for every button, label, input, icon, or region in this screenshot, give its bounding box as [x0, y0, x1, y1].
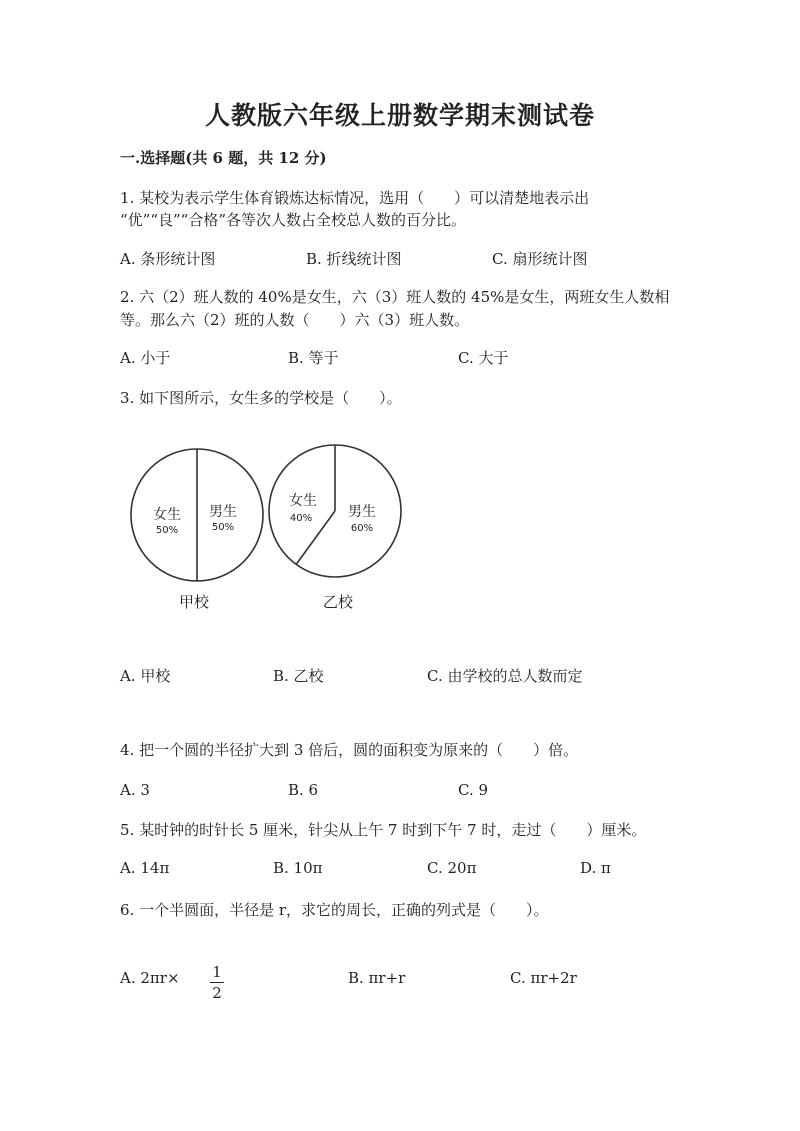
question-2-line-1: 2. 六（2）班人数的 40%是女生，六（3）班人数的 45%是女生，两班女生人数相: [120, 288, 670, 306]
question-6-option-b: B. πr+r: [348, 969, 406, 987]
pie-b-slice-value-boys: 60%: [350, 523, 374, 534]
fraction-denominator: 2: [212, 984, 222, 1002]
pie-b-slice-value-girls: 40%: [289, 513, 313, 524]
question-3-text: 3. 如下图所示，女生多的学校是（ ）。: [120, 389, 402, 407]
pie-a-slice-value-boys: 50%: [211, 522, 235, 533]
fraction-bar: [210, 982, 224, 983]
question-1-line-2: “优”“良”“合格”各等次人数占全校总人数的百分比。: [120, 211, 467, 229]
section-heading: 一.选择题(共 6 题，共 12 分): [120, 149, 327, 167]
question-2-line-2: 等。那么六（2）班的人数（ ）六（3）班人数。: [120, 311, 470, 329]
question-6-option-a: A. 2πr×: [120, 969, 180, 987]
question-5-option-a: A. 14π: [120, 859, 170, 877]
fraction-numerator: 1: [212, 963, 222, 981]
question-3-option-a: A. 甲校: [120, 667, 171, 685]
question-6-option-a-fraction: [210, 964, 224, 1001]
pie-b-caption: 乙校: [322, 593, 354, 611]
question-5-option-c: C. 20π: [427, 859, 477, 877]
question-6-text: 6. 一个半圆面，半径是 r，求它的周长，正确的列式是（ ）。: [120, 901, 549, 919]
pie-b-slice-label-girls: 女生: [289, 493, 317, 509]
question-3-option-b: B. 乙校: [273, 667, 324, 685]
question-5-option-d: D. π: [580, 859, 611, 877]
question-4-option-b: B. 6: [288, 781, 319, 799]
pie-b-slice-label-boys: 男生: [348, 504, 376, 520]
pie-a-slice-label-boys: 男生: [209, 504, 237, 520]
pie-a-slice-value-girls: 50%: [155, 525, 179, 536]
question-2-option-b: B. 等于: [288, 349, 339, 367]
question-5-text: 5. 某时钟的时针长 5 厘米，针尖从上午 7 时到下午 7 时，走过（ ）厘米。: [120, 821, 647, 839]
question-4-text: 4. 把一个圆的半径扩大到 3 倍后，圆的面积变为原来的（ ）倍。: [120, 741, 579, 759]
question-1-option-c: C. 扇形统计图: [492, 250, 588, 268]
question-1-line-1: 1. 某校为表示学生体育锻炼达标情况，选用（ ）可以清楚地表示出: [120, 189, 590, 207]
question-3-option-c: C. 由学校的总人数而定: [427, 667, 583, 685]
question-4-option-c: C. 9: [458, 781, 489, 799]
question-4-option-a: A. 3: [120, 781, 150, 799]
page-title: 人教版六年级上册数学期末测试卷: [204, 101, 595, 130]
question-2-option-a: A. 小于: [120, 349, 171, 367]
pie-charts-svg: [120, 440, 420, 620]
question-6-option-c: C. πr+2r: [510, 969, 577, 987]
question-5-option-b: B. 10π: [273, 859, 323, 877]
pie-a-slice-label-girls: 女生: [153, 507, 181, 523]
question-2-option-c: C. 大于: [458, 349, 509, 367]
pie-a-caption: 甲校: [178, 593, 210, 611]
question-1-option-a: A. 条形统计图: [120, 250, 216, 268]
pie-charts-figure: [120, 440, 420, 620]
question-1-option-b: B. 折线统计图: [306, 250, 402, 268]
